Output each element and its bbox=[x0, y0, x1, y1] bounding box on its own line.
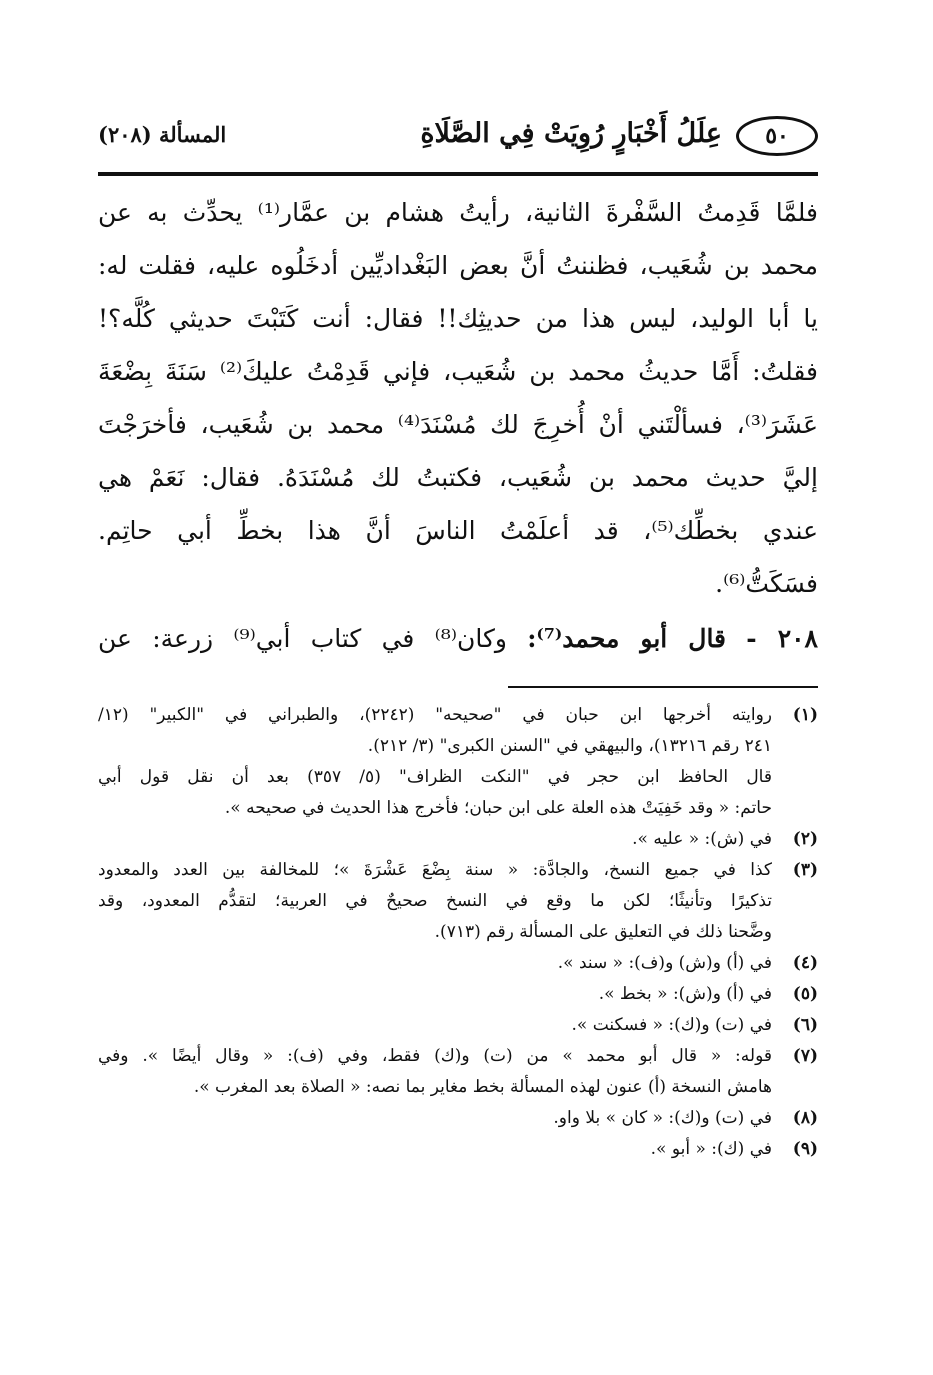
footnote-line: قال الحافظ ابن حجر في "النكت الظراف" (٥/ ٣٥٧) بعد أن نقل قول أبي bbox=[98, 767, 772, 787]
footnotes bbox=[98, 700, 818, 1165]
issue-number: ٢٠٨ - bbox=[746, 624, 818, 653]
footnote-line: ٢٤١ رقم ١٣٢١٦)، والبيهقي في "السنن الكبرى" (٣/ ٢١٢). bbox=[367, 736, 772, 756]
main-line: فقلتُ: أَمَّا حديثُ محمد بن شُعَيب، فإني قَدِمْتُ عليكَ⁽²⁾ سَنَةَ بِضْعَةَ bbox=[98, 357, 818, 386]
footnote-number: (٤) bbox=[792, 953, 818, 973]
footnote-line: كذا في جميع النسخ، والجادَّة: « سنة بِضْعَ عَشْرَةَ »؛ للمخالفة بين العدد والمعدود bbox=[98, 860, 772, 880]
footnote-text bbox=[98, 824, 772, 855]
main-text bbox=[98, 186, 818, 610]
issue-label: المسألة (٢٠٨) bbox=[98, 122, 227, 147]
footnote-number: (٩) bbox=[792, 1139, 818, 1159]
footnote-line: في (ك): « أبو ». bbox=[650, 1139, 772, 1159]
footnote bbox=[98, 700, 818, 762]
footnote bbox=[98, 1103, 818, 1134]
footnote-separator bbox=[508, 686, 818, 688]
book-title: عِلَلُ أَخْبَارٍ رُوِيَتْ فِي الصَّلَاةِ bbox=[420, 118, 722, 149]
main-line: إليَّ حديث محمد بن شُعَيب، فكتبتُ لك مُسْنَدَهُ. فقال: نَعَمْ هي bbox=[98, 463, 818, 492]
issue-heading-line bbox=[98, 614, 818, 664]
footnote bbox=[98, 1134, 818, 1165]
footnote-number: (١) bbox=[792, 705, 818, 725]
footnote-text bbox=[98, 1010, 772, 1041]
footnote-line: حاتم: « وقد خَفِيَتْ هذه العلة على ابن حبان؛ فأخرج هذا الحديث في صحيحه ». bbox=[224, 798, 772, 818]
footnote-text bbox=[98, 1041, 772, 1103]
issue-speaker: قال أبو محمد⁽⁷⁾: bbox=[527, 624, 727, 653]
page-number: ٥٠ bbox=[765, 123, 789, 149]
main-line: فلمَّا قَدِمتُ السَّفْرةَ الثانية، رأيتُ هشام بن عمَّار⁽¹⁾ يحدِّث به عن bbox=[98, 198, 818, 227]
footnote-text bbox=[98, 1134, 772, 1165]
footnote-line: في (ت) و(ك): « فسكنت ». bbox=[571, 1015, 772, 1035]
main-line: عَشَرَ⁽³⁾، فسألْتَني أنْ أُخرِجَ لك مُسْنَدَ⁽⁴⁾ محمد بن شُعَيب، فأخرَجْتَ bbox=[98, 410, 818, 439]
footnote-number: (٨) bbox=[792, 1108, 818, 1128]
footnote-number: (٥) bbox=[792, 984, 818, 1004]
footnote-line: في (ش): « عليه ». bbox=[632, 829, 772, 849]
footnote-line: في (أ) و(ش) و(ف): « سند ». bbox=[557, 953, 772, 973]
footnote bbox=[98, 1010, 818, 1041]
footnote bbox=[98, 855, 818, 948]
footnote-line: قوله: « قال أبو محمد » من (ت) و(ك) فقط، وفي (ف): « وقال أيضًا ». وفي bbox=[98, 1046, 772, 1066]
issue-text: وكان⁽⁸⁾ في كتاب أبي⁽⁹⁾ زرعة: عن bbox=[98, 624, 507, 653]
main-line: محمد بن شُعَيب، فظننتُ أنَّ بعض البَغْداديِّين أدخَلُوه عليه، فقلت له: bbox=[98, 251, 818, 280]
footnote-line: تذكيرًا وتأنيثًا؛ لكن ما وقع في النسخ صحيحٌ في العربية؛ لتقدُّم المعدود، وقد bbox=[98, 891, 772, 911]
footnote bbox=[98, 1041, 818, 1103]
footnote bbox=[98, 824, 818, 855]
footnote-text bbox=[98, 700, 772, 762]
footnote-number: (٢) bbox=[792, 829, 818, 849]
page-number-oval bbox=[736, 116, 818, 156]
main-line: عندي بخطِّك⁽⁵⁾، قد أعلَمْتُ الناسَ أنَّ هذا بخطِّ أبي حاتِم. bbox=[98, 516, 818, 545]
footnote bbox=[98, 979, 818, 1010]
footnote-line: وضَّحنا ذلك في التعليق على المسألة رقم (٧١٣). bbox=[434, 922, 772, 942]
footnote-line: روايته أخرجها ابن حبان في "صحيحه" (٢٢٤٢)، والطبراني في "الكبير" (١٢/ bbox=[98, 705, 772, 725]
footnote-number: (٧) bbox=[792, 1046, 818, 1066]
footnote-text bbox=[98, 979, 772, 1010]
footnote-line: هامش النسخة (أ) عنون لهذه المسألة بخط مغاير بما نصه: « الصلاة بعد المغرب ». bbox=[193, 1077, 772, 1097]
footnote-text bbox=[98, 948, 772, 979]
footnote bbox=[98, 948, 818, 979]
footnote-number: (٦) bbox=[792, 1015, 818, 1035]
footnote-line: في (أ) و(ش): « بخط ». bbox=[598, 984, 772, 1004]
main-line: فسَكَتُّ⁽⁶⁾. bbox=[715, 569, 818, 598]
footnote-number: (٣) bbox=[792, 860, 818, 880]
footnote-text bbox=[98, 855, 772, 948]
page-header bbox=[98, 112, 818, 164]
header-rule bbox=[98, 172, 818, 176]
footnote-continuation bbox=[98, 762, 818, 824]
footnote-text bbox=[98, 1103, 772, 1134]
footnote-line: في (ت) و(ك): « كان » بلا واو. bbox=[553, 1108, 772, 1128]
main-line: يا أبا الوليد، ليس هذا من حديثِك!! فقال: أنت كَتَبْتَ حديثي كُلَّه؟! bbox=[98, 304, 818, 333]
